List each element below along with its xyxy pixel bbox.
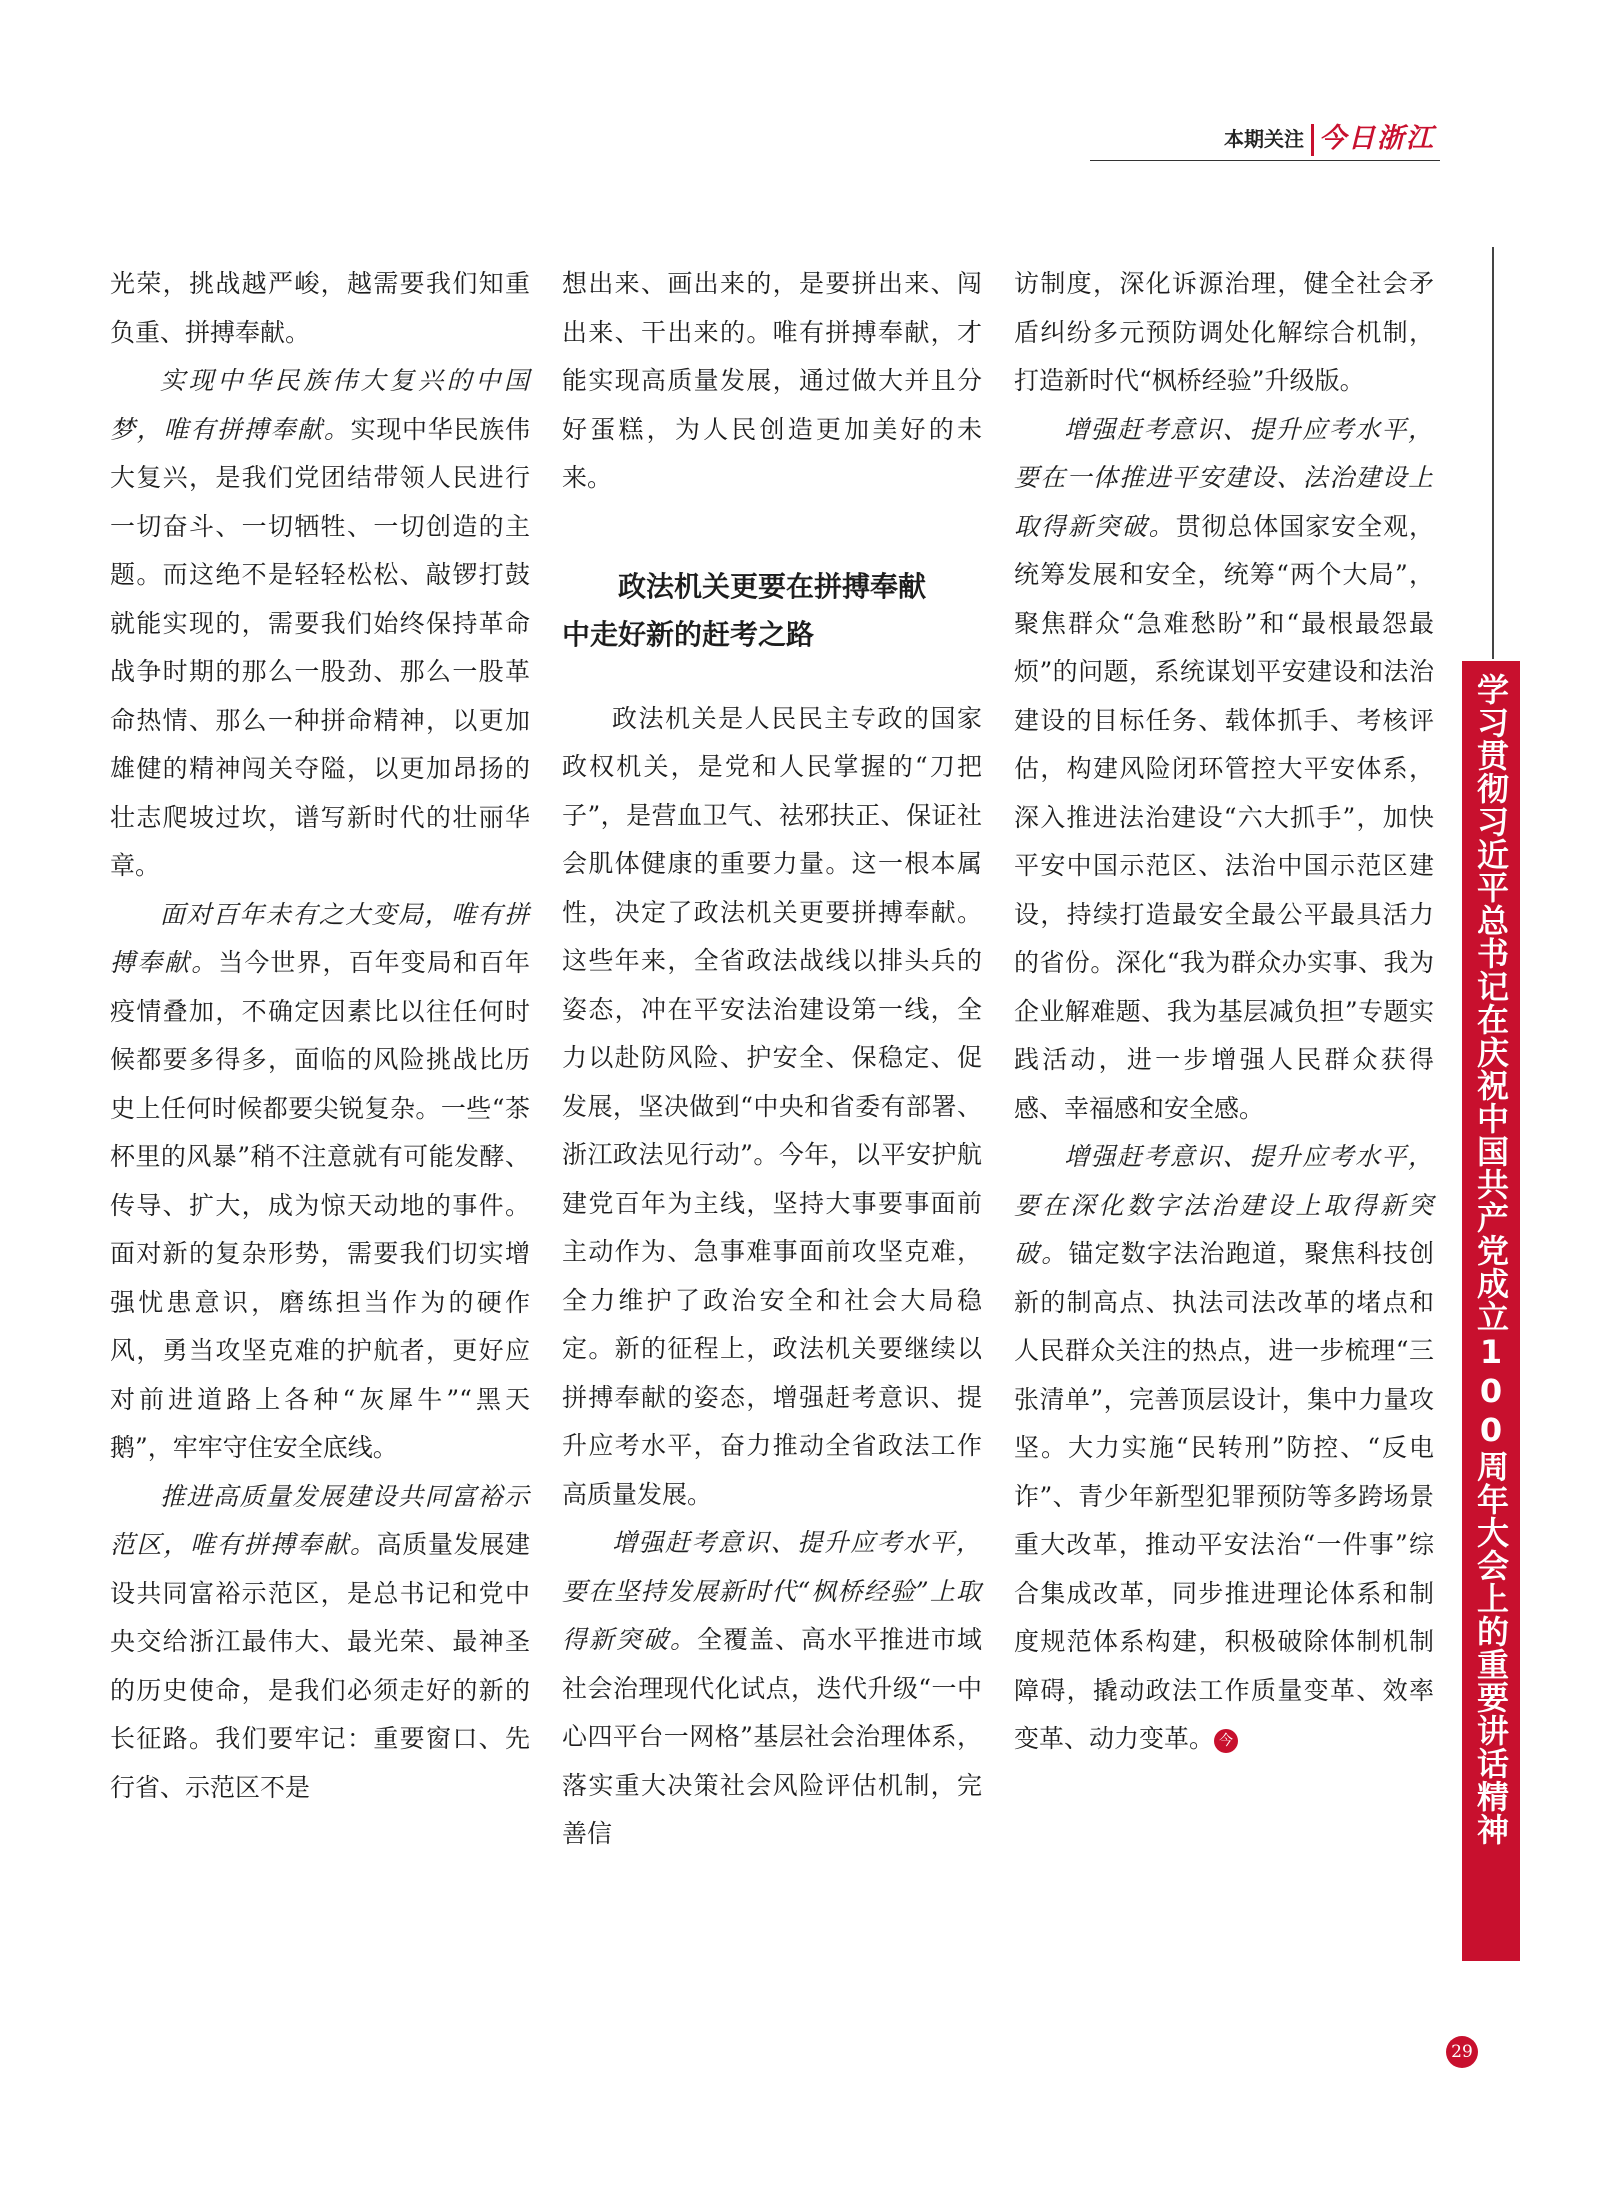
article-column-1 xyxy=(110,260,530,1812)
paragraph: 光荣，挑战越严峻，越需要我们知重负重、拼搏奉献。 xyxy=(110,269,530,347)
paragraph-lead: 增强赶考意识、提升应考水平，要在一体推进平安建设、法治建设上取得新突破。 xyxy=(1014,414,1434,541)
paragraph xyxy=(110,1473,530,1813)
spacer xyxy=(562,503,982,563)
paragraph-lead: 推进高质量发展建设共同富裕示范区，唯有拼搏奉献。 xyxy=(110,1481,530,1559)
end-mark-icon: 今 xyxy=(1214,1729,1238,1753)
paragraph-body: 全覆盖、高水平推进市域社会治理现代化试点，迭代升级“一中心四平台一网格”基层社会治理体系，落实重大决策社会风险评估机制，完善信 xyxy=(562,1625,982,1848)
page-number: 29 xyxy=(1446,2036,1478,2068)
paragraph-lead: 增强赶考意识、提升应考水平，要在深化数字法治建设上取得新突破。 xyxy=(1014,1142,1434,1268)
spacer xyxy=(562,659,982,695)
title-banner xyxy=(1462,661,1520,1961)
article-column-3 xyxy=(1014,260,1434,1764)
paragraph-lead: 面对百年未有之大变局，唯有拼搏奉献。 xyxy=(110,899,530,977)
paragraph-body: 锚定数字法治跑道，聚焦科技创新的制高点、执法司法改革的堵点和人民群众关注的热点，进一步梳理“三张清单”，完善顶层设计，集中力量攻坚。大力实施“民转刑”防控、“反电诈”、青少年新型犯罪预防等多跨场景重大改革，推动平安法治“一件事”综合集成改革，同步推进理论体系和制度规范体系构建，积极破除体制机制障碍，撬动政法工作质量变革、效率变革、动力变革。 xyxy=(1014,1239,1434,1753)
paragraph-body: 贯彻总体国家安全观，统筹发展和安全，统筹“两个大局”，聚焦群众“急难愁盼”和“最根最怨最烦”的问题，系统谋划平安建设和法治建设的目标任务、载体抓手、考核评估，构建风险闭环管控大平安体系，深入推进法治建设“六大抓手”，加快平安中国示范区、法治中国示范区建设，持续打造最安全最公平最具活力的省份。深化“我为群众办实事、我为企业解难题、我为基层减负担”专题实践活动，进一步增强人民群众获得感、幸福感和安全感。 xyxy=(1014,511,1434,1123)
paragraph xyxy=(1014,1133,1434,1764)
paragraph: 访制度，深化诉源治理，健全社会矛盾纠纷多元预防调处化解综合机制，打造新时代“枫桥经验”升级版。 xyxy=(1014,269,1434,395)
paragraph-body: 实现中华民族伟大复兴，是我们党团结带领人民进行一切奋斗、一切牺牲、一切创造的主题。而这绝不是轻轻松松、敲锣打鼓就能实现的，需要我们始终保持革命战争时期的那么一股劲、那么一股革命热情、那么一种拼命精神，以更加雄健的精神闯关夺隘，以更加昂扬的壮志爬坡过坎，谱写新时代的壮丽华章。 xyxy=(110,414,530,880)
article-column-2 xyxy=(562,260,982,1859)
banner-title: 学习贯彻习近平总书记在庆祝中国共产党成立100周年大会上的重要讲话精神 xyxy=(1472,673,1510,1846)
section-heading-line-1: 政法机关更要在拼搏奉献 xyxy=(618,569,927,603)
paragraph xyxy=(110,891,530,1473)
paragraph-body: 当今世界，百年变局和百年疫情叠加，不确定因素比以往任何时候都要多得多，面临的风险挑战比历史上任何时候都要尖锐复杂。一些“茶杯里的风暴”稍不注意就有可能发酵、传导、扩大，成为惊天动地的事件。面对新的复杂形势，需要我们切实增强忧患意识，磨练担当作为的硬作风，勇当攻坚克难的护航者，更好应对前进道路上各种“灰犀牛”“黑天鹅”，牢牢守住安全底线。 xyxy=(110,948,530,1462)
header-rule xyxy=(1090,160,1440,161)
vertical-rule xyxy=(1492,247,1494,659)
paragraph: 政法机关是人民民主专政的国家政权机关，是党和人民掌握的“刀把子”，是营血卫气、祛邪扶正、保证社会肌体健康的重要力量。这一根本属性，决定了政法机关更要拼搏奉献。这些年来，全省政法战线以排头兵的姿态，冲在平安法治建设第一线，全力以赴防风险、护安全、保稳定、促发展，坚决做到“中央和省委有部署、浙江政法见行动”。今年，以平安护航建党百年为主线，坚持大事要事面前主动作为、急事难事面前攻坚克难，全力维护了政治安全和社会大局稳定。新的征程上，政法机关要继续以拼搏奉献的姿态，增强赶考意识、提升应考水平，奋力推动全省政法工作高质量发展。 xyxy=(562,703,982,1509)
paragraph-body: 高质量发展建设共同富裕示范区，是总书记和党中央交给浙江最伟大、最光荣、最神圣的历史使命，是我们必须走好的新的长征路。我们要牢记：重要窗口、先行省、示范区不是 xyxy=(110,1530,530,1802)
paragraph xyxy=(562,1519,982,1859)
section-heading-line-2: 中走好新的赶考之路 xyxy=(562,617,815,651)
magazine-logo: 今日浙江 xyxy=(1319,123,1435,154)
paragraph xyxy=(1014,406,1434,1134)
header-divider xyxy=(1311,124,1314,156)
paragraph-lead: 增强赶考意识、提升应考水平，要在坚持发展新时代“枫桥经验”上取得新突破。 xyxy=(562,1528,982,1654)
paragraph xyxy=(110,357,530,891)
paragraph-lead: 实现中华民族伟大复兴的中国梦，唯有拼搏奉献。 xyxy=(110,366,530,444)
section-label: 本期关注 xyxy=(1224,127,1304,151)
paragraph: 想出来、画出来的，是要拼出来、闯出来、干出来的。唯有拼搏奉献，才能实现高质量发展，通过做大并且分好蛋糕，为人民创造更加美好的未来。 xyxy=(562,269,982,492)
